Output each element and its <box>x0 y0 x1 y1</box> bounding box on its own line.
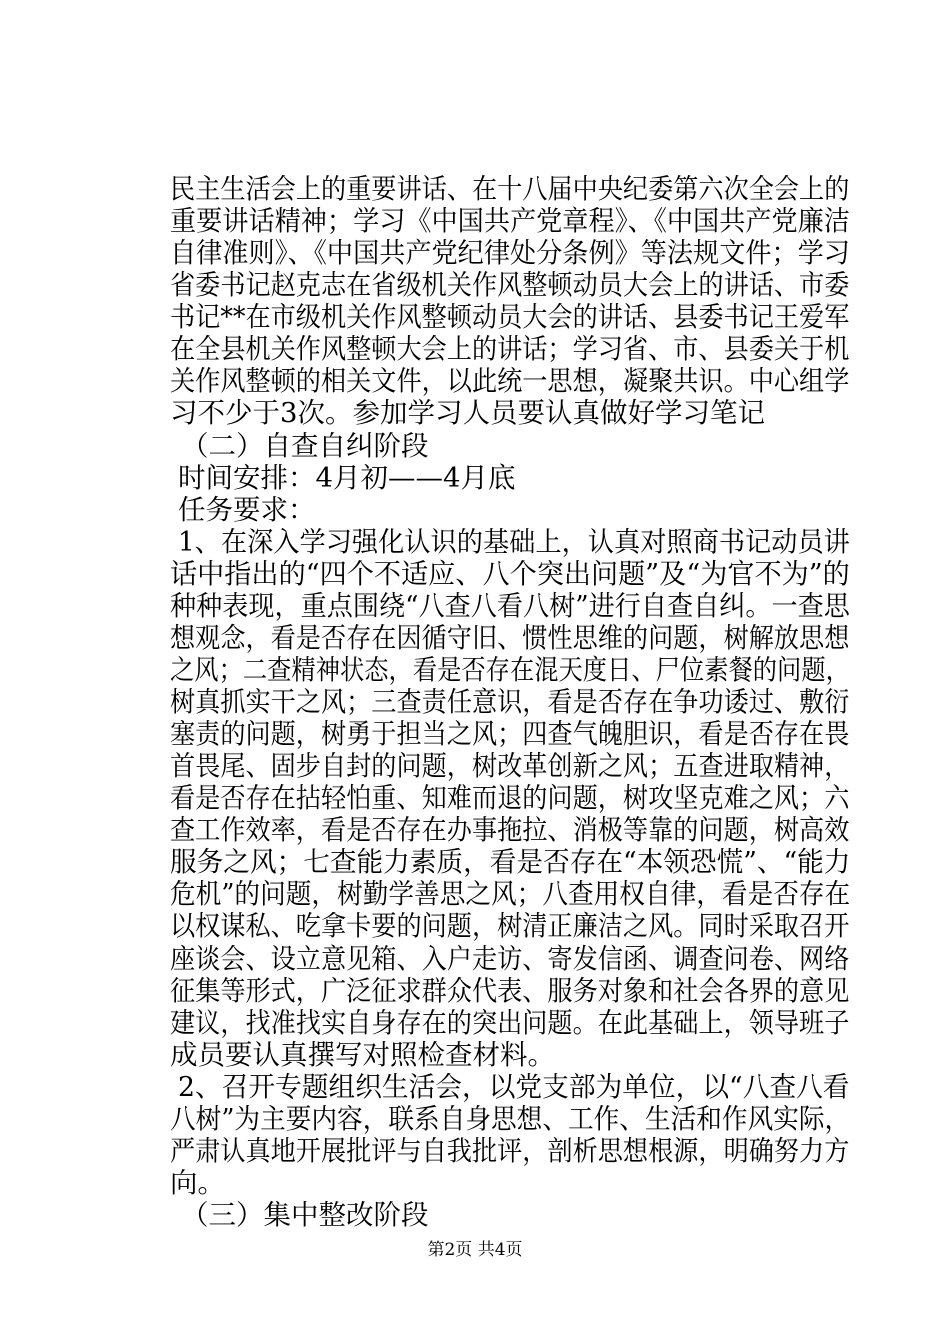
text-line: 塞责的问题，树勇于担当之风；四查气魄胆识，看是否存在畏 <box>170 718 850 751</box>
schedule-line: 时间安排：4月初——4月底 <box>178 461 516 494</box>
text-line: 树真抓实干之风；三查责任意识，看是否存在争功诿过、敷衍 <box>170 686 850 718</box>
section-heading: （二）自查自纠阶段 <box>181 429 429 462</box>
paragraph-start: 2、召开专题组织生活会，以党支部为单位，以“八查八看 <box>178 1070 850 1103</box>
text-line: 民主生活会上的重要讲话、在十八届中央纪委第六次全会上的 <box>170 173 850 205</box>
text-line: 话中指出的“四个不适应、八个突出问题”及“为官不为”的 <box>170 557 850 590</box>
text-line: 在全县机关作风整顿大会上的讲话；学习省、市、县委关于机 <box>170 333 850 366</box>
text-line: 之风；二查精神状态，看是否存在混天度日、尸位素餐的问题， <box>170 653 850 686</box>
text-line: 严肃认真地开展批评与自我批评，剖析思想根源，明确努力方 <box>170 1134 850 1167</box>
text-line: 重要讲话精神；学习《中国共产党章程》、《中国共产党廉洁 <box>170 205 850 238</box>
text-line: 首畏尾、固步自封的问题，树改革创新之风；五查进取精神， <box>170 750 850 783</box>
text-line: 省委书记赵克志在省级机关作风整顿动员大会上的讲话、市委 <box>170 269 850 302</box>
page-number-footer: 第2页 共4页 <box>427 1240 523 1260</box>
text-line: 习不少于3次。参加学习人员要认真做好学习笔记 <box>170 397 765 430</box>
text-line: 征集等形式，广泛征求群众代表、服务对象和社会各界的意见 <box>170 974 850 1007</box>
text-line: 种种表现，重点围绕“八查八看八树”进行自查自纠。一查思 <box>170 589 850 622</box>
paragraph-start: 1、在深入学习强化认识的基础上，认真对照商书记动员讲 <box>178 525 850 558</box>
text-line: 八树”为主要内容，联系自身思想、工作、生活和作风实际， <box>170 1102 851 1135</box>
text-line: 座谈会、设立意见箱、入户走访、寄发信函、调查问卷、网络 <box>170 942 850 975</box>
text-line: 成员要认真撰写对照检查材料。 <box>170 1038 555 1071</box>
text-line: 以权谋私、吃拿卡要的问题，树清正廉洁之风。同时采取召开 <box>170 910 850 943</box>
section-heading: （三）集中整改阶段 <box>181 1199 429 1231</box>
text-line: 向。 <box>170 1166 225 1199</box>
text-line: 服务之风；七查能力素质，看是否存在“本领恐慌”、“能力 <box>170 846 851 879</box>
text-line: 自律准则》、《中国共产党纪律处分条例》等法规文件；学习 <box>170 237 850 270</box>
text-line: 想观念，看是否存在因循守旧、惯性思维的问题，树解放思想 <box>170 621 850 654</box>
text-line: 看是否存在拈轻怕重、知难而退的问题，树攻坚克难之风；六 <box>170 782 850 815</box>
text-line: 查工作效率，看是否存在办事拖拉、消极等靠的问题，树高效 <box>170 814 850 847</box>
text-line: 书记**在市级机关作风整顿动员大会的讲话、县委书记王爱军 <box>170 301 850 334</box>
task-label: 任务要求： <box>178 493 316 526</box>
text-line: 危机”的问题，树勤学善思之风；八查用权自律，看是否存在 <box>170 878 851 911</box>
text-line: 关作风整顿的相关文件，以此统一思想，凝聚共识。中心组学 <box>170 365 850 398</box>
text-line: 建议，找准找实自身存在的突出问题。在此基础上，领导班子 <box>170 1006 850 1039</box>
